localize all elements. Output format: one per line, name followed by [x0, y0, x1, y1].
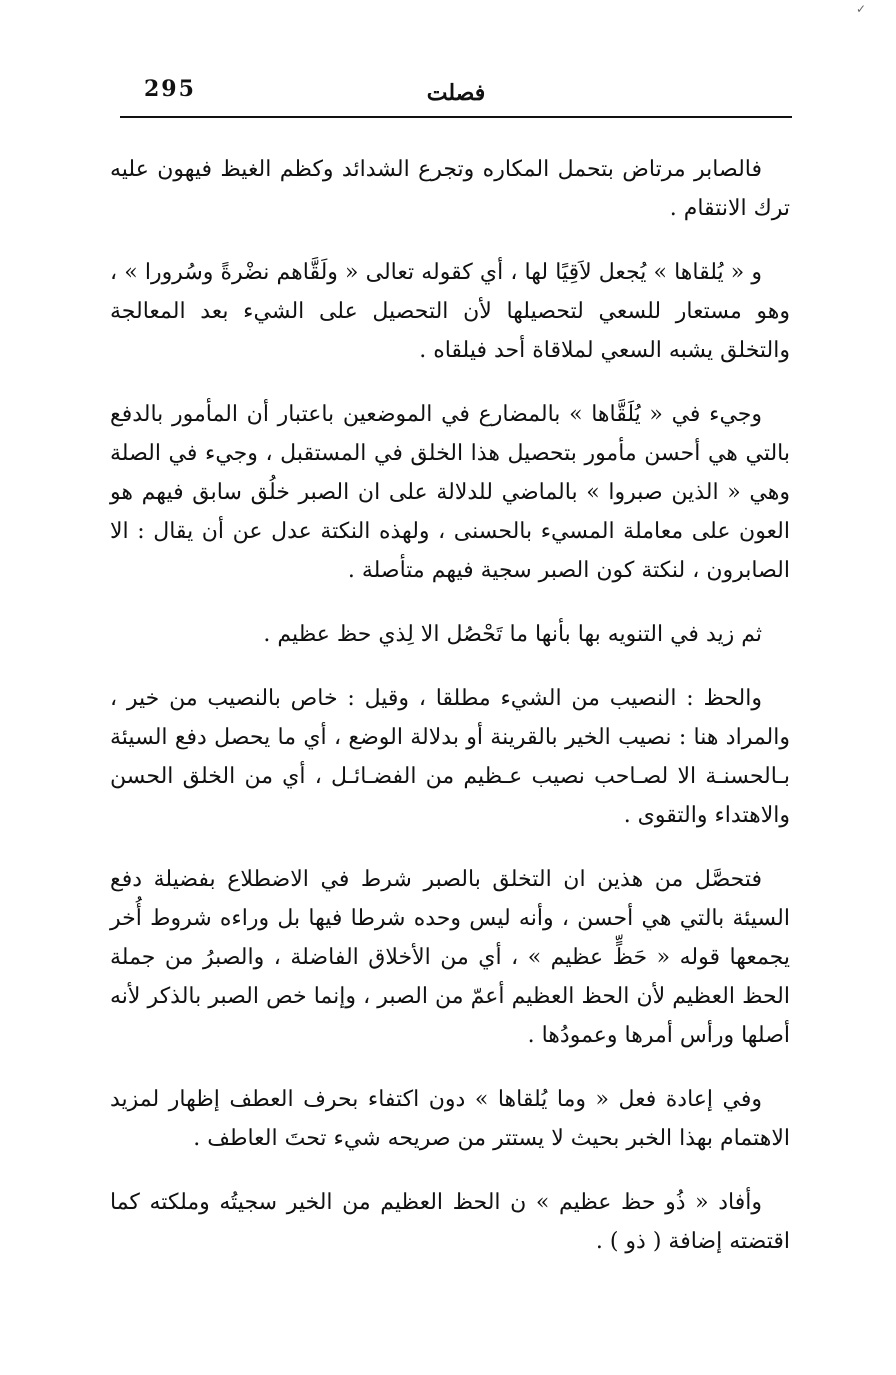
paragraph: و « يُلقاها » يُجعل لاَقِيًا لها ، أي كقوله تعالى « ولَقَّاهم نضْرةً وسُرورا » ، وهو مستعار للسعي لتحصيلها لأن التحصيل على الشيء بعد المعالجة والتخلق يشبه السعي لملاقاة أحد فيلقاه .: [110, 260, 790, 363]
paragraph: فتحصَّل من هذين ان التخلق بالصبر شرط في الاضطلاع بفضيلة دفع السيئة بالتي هي أحسن ، وأنه ليس وحده شرطا فيها بل وراءه شروط أُخر يجمعها قوله « حَظٍّ عظيم » ، أي من الأخلاق الفاضلة ، والصبرُ من جملة الحظ العظيم لأن الحظ العظيم أعمّ من الصبر ، وإنما خص الصبر بالذكر لأنه أصلها ورأس أمرها وعمودُها .: [110, 867, 790, 1048]
paragraph: ثم زيد في التنويه بها بأنها ما تَحْصُل الا لِذي حظ عظيم .: [263, 622, 762, 647]
paragraph: وفي إعادة فعل « وما يُلقاها » دون اكتفاء بحرف العطف إظهار لمزيد الاهتمام بهذا الخبر بحيث لا يستتر من صريحه شيء تحتَ العاطف .: [110, 1087, 790, 1151]
paragraph: فالصابر مرتاض بتحمل المكاره وتجرع الشدائد وكظم الغيظ فيهون عليه ترك الانتقام .: [110, 157, 790, 221]
paragraph: وأفاد « ذُو حظ عظيم » ن الحظ العظيم من الخير سجيتُه وملكته كما اقتضته إضافة ( ذو ) .: [110, 1190, 790, 1254]
page-body: [110, 150, 790, 1286]
page-header: [120, 72, 792, 110]
page-number: 295: [144, 76, 196, 102]
page-corner-mark: ✓: [855, 2, 866, 16]
paragraph: والحظ : النصيب من الشيء مطلقا ، وقيل : خاص بالنصيب من خير ، والمراد هنا : نصيب الخير بالقرينة أو بدلالة الوضع ، أي ما يحصل دفع السيئة بـالحسنـة الا لصـاحب نصيب عـظيم من الفضـائـل ، أي من الخلق الحسن والاهتداء والتقوى .: [110, 686, 790, 828]
header-rule: [120, 116, 792, 118]
paragraph: وجيء في « يُلَقَّاها » بالمضارع في الموضعين باعتبار أن المأمور بالدفع بالتي هي أحسن مأمور بتحصيل هذا الخلق في المستقبل ، وجيء في الصلة وهي « الذين صبروا » بالماضي للدلالة على ان الصبر خلُق سابق فيهم هو العون على معاملة المسيء بالحسنى ، ولهذه النكتة عدل عن أن يقال : الا الصابرون ، لنكتة كون الصبر سجية فيهم متأصلة .: [110, 402, 790, 583]
chapter-title: فصلت: [426, 80, 486, 106]
